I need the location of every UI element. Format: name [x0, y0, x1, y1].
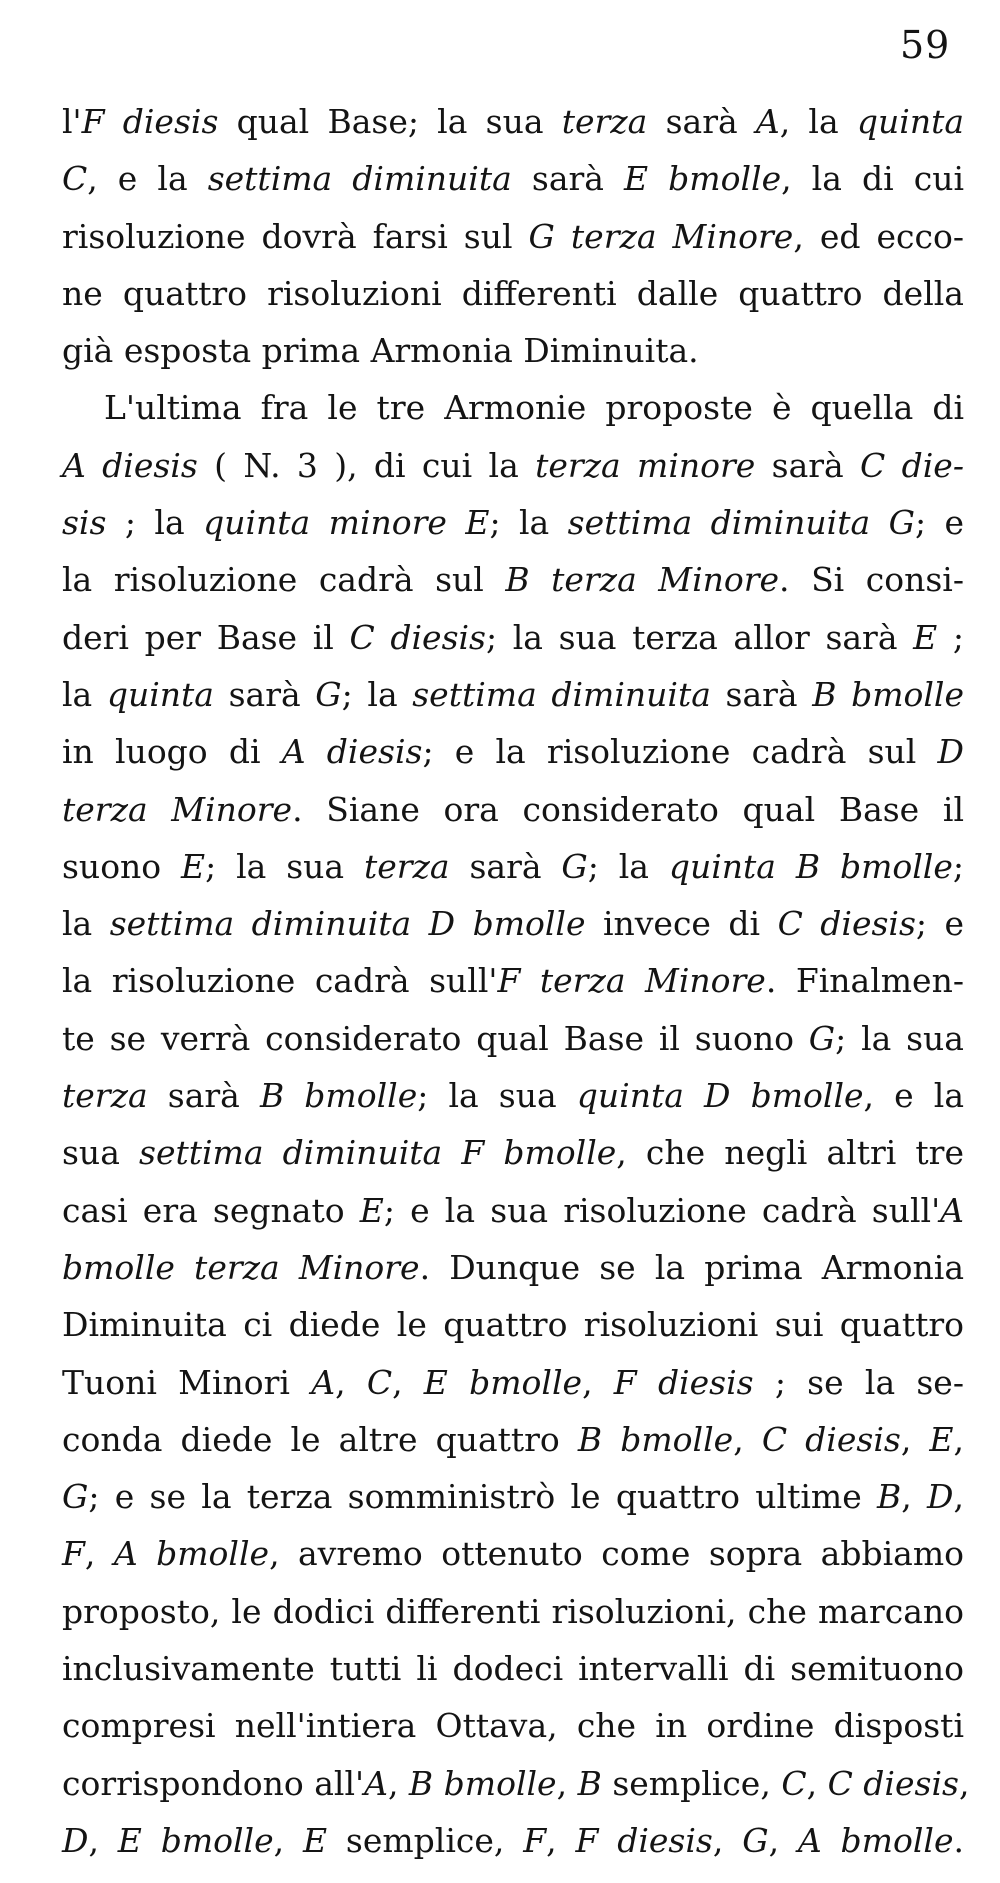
text-line: conda diede le altre quattro B bmolle, C diesis, E, — [62, 1419, 965, 1459]
italic-run: E — [913, 617, 938, 657]
text-line: deri per Base il C diesis; la sua terza allor sarà E ; — [62, 617, 965, 657]
italic-run: A bmolle — [797, 1820, 954, 1860]
text-line: sua settima diminuita F bmolle, che negli altri tre — [62, 1133, 964, 1173]
italic-run: C diesis — [349, 617, 486, 657]
italic-run: A diesis — [281, 732, 423, 772]
italic-run: C diesis — [827, 1763, 959, 1803]
text-line: terza sarà B bmolle; la sua quinta D bmolle, e la — [62, 1076, 965, 1116]
text-line: D, E bmolle, E semplice, F, F diesis, G, A bmolle. — [62, 1820, 964, 1860]
text-line: risoluzione dovrà farsi sul G terza Minore, ed ecco- — [62, 216, 964, 256]
italic-run: G — [62, 1477, 89, 1517]
text-line: corrispondono all'A, B bmolle, B semplice, C, C diesis, — [62, 1763, 970, 1803]
italic-run: G — [315, 674, 342, 714]
text-line: l'F diesis qual Base; la sua terza sarà A, la quinta — [62, 102, 965, 141]
text-line: Tuoni Minori A, C, E bmolle, F diesis ; se la se- — [62, 1362, 964, 1402]
italic-run: G — [808, 1018, 836, 1058]
italic-run: settima diminuita — [207, 159, 512, 199]
italic-run: C — [781, 1763, 807, 1803]
italic-run: A — [940, 1190, 964, 1230]
italic-run: F — [523, 1820, 547, 1860]
page-number: 59 — [900, 23, 951, 67]
italic-run: C diesis — [777, 904, 916, 944]
italic-run: terza — [363, 846, 450, 886]
italic-run: terza minore — [535, 445, 756, 485]
italic-run: E bmolle — [624, 159, 782, 199]
italic-run: terza — [561, 102, 648, 141]
italic-run: D — [937, 732, 964, 772]
italic-run: B bmolle — [259, 1076, 418, 1116]
text-line: in luogo di A diesis; e la risoluzione cadrà sul D — [62, 732, 964, 772]
italic-run: C diesis — [761, 1419, 901, 1459]
italic-run: settima diminuita F bmolle — [139, 1133, 617, 1173]
text-line: A diesis ( N. 3 ), di cui la terza minore sarà C die- — [62, 445, 964, 485]
italic-run: C — [62, 159, 88, 199]
text-line: la risoluzione cadrà sul B terza Minore. Si consi- — [62, 560, 964, 600]
italic-run: B — [577, 1763, 602, 1803]
italic-run: E — [359, 1190, 384, 1230]
italic-run: quinta B bmolle — [668, 846, 953, 886]
italic-run: E bmolle — [423, 1362, 583, 1402]
body-text — [62, 93, 970, 1869]
italic-run: F — [62, 1534, 85, 1574]
italic-run: quinta — [106, 674, 214, 714]
italic-run: settima diminuita — [412, 674, 711, 714]
text-line: la settima diminuita D bmolle invece di C diesis; e — [62, 904, 965, 944]
italic-run: E — [302, 1820, 328, 1860]
italic-run: quinta — [856, 102, 965, 141]
italic-run: settima diminuita D bmolle — [109, 904, 586, 944]
text-line: L'ultima fra le tre Armonie proposte è quella di — [104, 388, 964, 428]
text-line: casi era segnato E; e la sua risoluzione cadrà sull'A — [62, 1190, 964, 1230]
text-line: inclusivamente tutti li dodeci intervalli di semituono — [62, 1649, 964, 1689]
italic-run: quinta minore E — [203, 503, 490, 543]
italic-run: E bmolle — [117, 1820, 274, 1860]
text-line: suono E; la sua terza sarà G; la quinta B bmolle; — [62, 846, 964, 886]
italic-run: D — [927, 1477, 954, 1517]
italic-run: bmolle terza Minore — [62, 1247, 420, 1287]
text-line: la quinta sarà G; la settima diminuita sarà B bmolle — [62, 674, 964, 714]
italic-run: F diesis — [81, 102, 219, 141]
italic-run: F diesis — [575, 1820, 713, 1860]
italic-run: F diesis — [613, 1362, 754, 1402]
italic-run: E — [181, 846, 206, 886]
italic-run: C — [366, 1362, 393, 1402]
italic-run: D — [62, 1820, 89, 1860]
italic-run: C die- — [860, 445, 964, 485]
text-line: già esposta prima Armonia Diminuita. — [62, 331, 699, 371]
italic-run: G — [561, 846, 588, 886]
text-line: terza Minore. Siane ora considerato qual Base il — [62, 789, 964, 829]
text-line: C, e la settima diminuita sarà E bmolle, la di cui — [62, 159, 964, 199]
italic-run: A — [311, 1362, 336, 1402]
text-line: bmolle terza Minore. Dunque se la prima Armonia — [62, 1247, 965, 1287]
text-line: F, A bmolle, avremo ottenuto come sopra abbiamo — [62, 1534, 964, 1574]
italic-run: settima diminuita G — [567, 503, 915, 543]
italic-run: sis — [62, 503, 107, 543]
text-line: G; e se la terza somministrò le quattro ultime B, D, — [62, 1477, 964, 1517]
italic-run: B bmolle — [408, 1763, 557, 1803]
italic-run: terza Minore — [62, 789, 293, 829]
italic-run: A — [755, 102, 780, 141]
italic-run: quinta D bmolle — [576, 1076, 864, 1116]
italic-run: terza — [62, 1076, 148, 1116]
text-line: proposto, le dodici differenti risoluzioni, che marcano — [62, 1591, 964, 1631]
italic-run: A bmolle — [113, 1534, 270, 1574]
text-line: la risoluzione cadrà sull'F terza Minore. Finalmen- — [62, 961, 964, 1001]
italic-run: B terza Minore — [505, 560, 780, 600]
italic-run: G — [742, 1820, 769, 1860]
text-line: sis ; la quinta minore E; la settima diminuita G; e — [62, 503, 965, 543]
italic-run: A diesis — [62, 445, 198, 485]
italic-run: B — [877, 1477, 902, 1517]
italic-run: B bmolle — [577, 1419, 734, 1459]
italic-run: G terza Minore — [528, 216, 794, 256]
text-line: ne quattro risoluzioni differenti dalle quattro della — [62, 273, 964, 313]
text-line: Diminuita ci diede le quattro risoluzioni sui quattro — [62, 1305, 964, 1345]
italic-run: B bmolle — [812, 674, 964, 714]
italic-run: A — [364, 1763, 388, 1803]
text-line: te se verrà considerato qual Base il suono G; la sua — [62, 1018, 964, 1058]
italic-run: E — [929, 1419, 954, 1459]
italic-run: F terza Minore — [497, 961, 766, 1001]
text-line: compresi nell'intiera Ottava, che in ordine disposti — [62, 1706, 964, 1746]
